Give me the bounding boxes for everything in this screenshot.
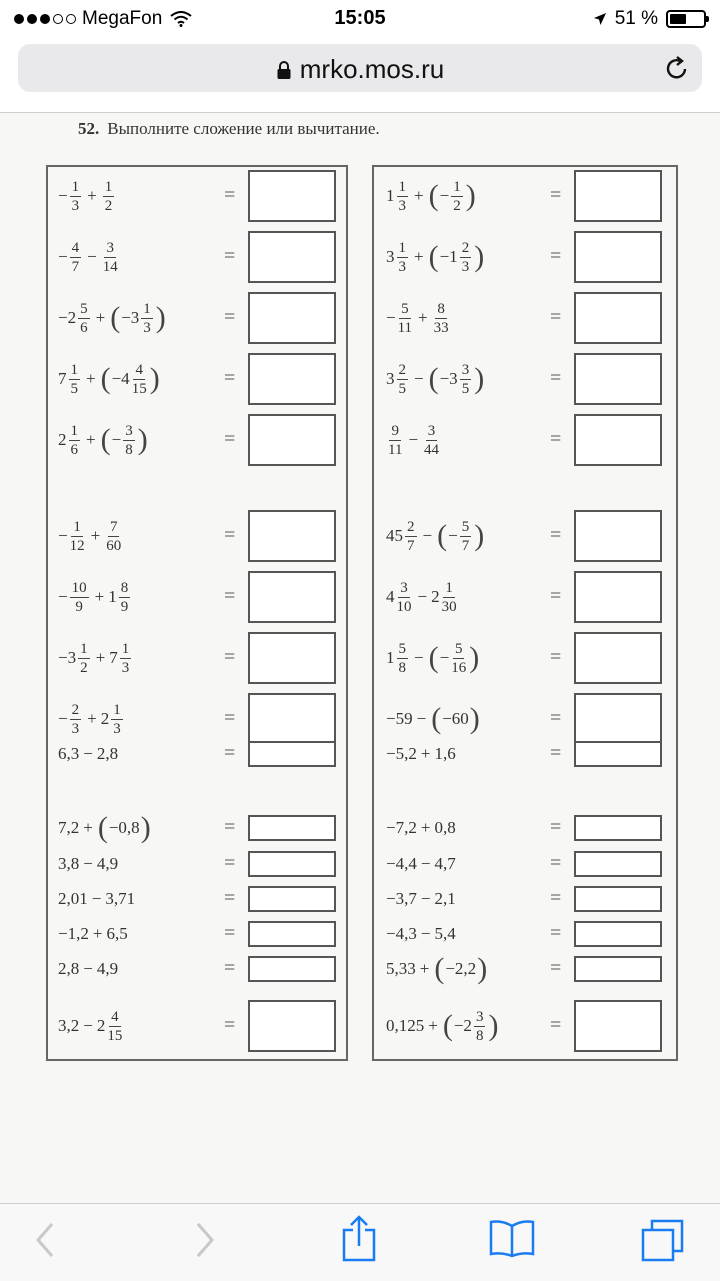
equals-sign: = (224, 585, 236, 607)
number: −3 (121, 308, 140, 327)
equals-sign: = (550, 245, 562, 267)
number: 6,3 (58, 744, 80, 763)
equals-sign: = (550, 922, 562, 944)
equals-sign: = (550, 646, 562, 668)
number: 0,8 (434, 818, 456, 837)
equals-sign: = (224, 367, 236, 389)
fraction: $\frac{4}{15}$ (107, 1008, 123, 1044)
status-bar (0, 0, 720, 36)
exercise-expression: − $\frac{10}{9}$ + 1 $\frac{8}{9}$ (58, 579, 129, 615)
right-exercise-row (0, 886, 720, 912)
number: −2 (453, 1016, 472, 1035)
exercise-expression (386, 693, 481, 745)
parenthesis: ) (155, 301, 166, 334)
equals-sign: = (224, 184, 236, 206)
fraction: $\frac{5}{11}$ (397, 300, 413, 336)
fraction: $\frac{1}{3}$ (113, 701, 121, 737)
url-display[interactable] (18, 54, 702, 85)
parenthesis: ( (437, 519, 448, 552)
task-heading (78, 119, 380, 139)
right-exercise-row (0, 414, 720, 466)
fraction: $\frac{8}{33}$ (433, 300, 449, 336)
fraction: $\frac{8}{9}$ (120, 579, 129, 615)
number: −0,8 (108, 818, 140, 837)
number: −1,2 (58, 924, 89, 943)
fraction: $\frac{3}{5}$ (461, 361, 470, 397)
operator: + (419, 959, 430, 978)
parenthesis: ) (140, 811, 151, 844)
operator: − (420, 854, 431, 873)
operator: + (87, 186, 97, 205)
answer-box (574, 353, 662, 405)
number: 3,71 (105, 889, 136, 908)
equals-sign: = (224, 306, 236, 328)
number: −4,3 (386, 924, 417, 943)
parenthesis: ) (465, 179, 476, 212)
parenthesis: ) (149, 362, 160, 395)
operator: − (83, 1016, 93, 1035)
fraction: $\frac{1}{5}$ (70, 361, 78, 397)
fraction: $\frac{1}{12}$ (69, 518, 85, 554)
equals-sign: = (550, 1014, 562, 1036)
equals-sign: = (224, 957, 236, 979)
back-icon[interactable] (34, 1220, 58, 1260)
number: 5,4 (434, 924, 456, 943)
parenthesis: ( (110, 301, 121, 334)
number: 2,01 (58, 889, 88, 908)
fraction: $\frac{2}{3}$ (71, 701, 80, 737)
number: 0,125 (386, 1016, 425, 1035)
location-arrow-icon (593, 12, 607, 26)
operator: − (83, 959, 93, 978)
exercise-expression (386, 571, 459, 623)
operator: − (91, 889, 102, 908)
number: 5,33 (386, 959, 416, 978)
operator: + (95, 648, 106, 667)
equals-sign: = (224, 707, 236, 729)
operator: + (414, 186, 424, 205)
tabs-icon[interactable] (640, 1218, 686, 1264)
answer-box (574, 693, 662, 745)
parenthesis: ) (469, 702, 480, 735)
operator: − (408, 430, 419, 449)
right-exercise-row (0, 1000, 720, 1052)
right-exercise-row (0, 811, 720, 844)
number: 7 (58, 369, 67, 388)
answer-box (574, 921, 662, 947)
exercise-expression (386, 921, 456, 947)
right-exercise-row (0, 170, 720, 222)
parenthesis: ( (97, 811, 108, 844)
number: 2,1 (434, 889, 456, 908)
equals-sign: = (224, 646, 236, 668)
number: −59 (386, 709, 413, 728)
operator: − (87, 247, 97, 266)
number: 1 (386, 648, 395, 667)
right-exercise-row (0, 921, 720, 947)
carrier-label: MegaFon (82, 8, 163, 29)
exercise-expression (386, 741, 456, 767)
parenthesis: ( (428, 362, 439, 395)
operator: − (420, 924, 431, 943)
fraction: $\frac{1}{3}$ (121, 640, 130, 676)
operator: + (92, 924, 103, 943)
fraction: $\frac{1}{3}$ (71, 178, 80, 214)
number: 4,9 (96, 854, 119, 873)
equals-sign: = (224, 852, 236, 874)
number: 7,2 (58, 818, 80, 837)
operator: + (414, 247, 424, 266)
exercise-expression: − $\frac{1}{12}$ + $\frac{7}{60}$ (58, 518, 122, 554)
exercise-expression: − $\frac{4}{7}$ − $\frac{3}{14}$ (58, 239, 118, 275)
answer-box (574, 571, 662, 623)
number: −3 (58, 648, 77, 667)
equals-sign: = (550, 524, 562, 546)
answer-box (574, 632, 662, 684)
fraction: $\frac{4}{15}$ (131, 361, 147, 397)
answer-box (574, 886, 662, 912)
operator: + (94, 587, 105, 606)
right-exercise-row (0, 292, 720, 344)
fraction: $\frac{7}{60}$ (106, 518, 122, 554)
equals-sign: = (550, 816, 562, 838)
parenthesis: ) (469, 641, 480, 674)
fraction: $\frac{3}{8}$ (475, 1008, 484, 1044)
number: 3 (386, 369, 395, 388)
exercise-expression (386, 353, 485, 405)
number: 2,8 (58, 959, 80, 978)
right-exercise-row (0, 741, 720, 767)
number: −2,2 (445, 959, 477, 978)
fraction: $\frac{1}{3}$ (398, 239, 406, 275)
equals-sign: = (550, 428, 562, 450)
equals-sign: = (550, 367, 562, 389)
number: −3,7 (386, 889, 417, 908)
parenthesis: ( (428, 179, 439, 212)
forward-icon[interactable] (192, 1220, 216, 1260)
operator: − (414, 369, 424, 388)
equals-sign: = (224, 816, 236, 838)
operator: − (83, 854, 93, 873)
right-exercise-row (0, 571, 720, 623)
number: 1 (386, 186, 395, 205)
reload-icon[interactable] (664, 54, 690, 82)
exercise-expression (386, 1000, 499, 1052)
number: −1 (439, 247, 458, 266)
number: −2 (58, 308, 77, 327)
answer-box (574, 231, 662, 283)
fraction: $\frac{1}{2}$ (453, 178, 461, 214)
parenthesis: ( (442, 1009, 453, 1042)
right-exercise-row (0, 693, 720, 745)
operator: + (420, 744, 431, 763)
operator: − (83, 744, 93, 763)
operator: − (416, 709, 427, 728)
clock: 15:05 (334, 7, 386, 29)
task-title: Выполните сложение или вычитание. (107, 119, 380, 138)
equals-sign: = (224, 524, 236, 546)
fraction: $\frac{1}{2}$ (80, 640, 88, 676)
battery-icon (666, 10, 706, 28)
number: 3,8 (58, 854, 80, 873)
number: 2 (96, 1016, 106, 1035)
parenthesis: ) (488, 1009, 499, 1042)
fraction: $\frac{5}{7}$ (461, 518, 470, 554)
equals-sign: = (224, 887, 236, 909)
number: 1,6 (434, 744, 456, 763)
parenthesis: ( (434, 952, 445, 985)
equals-sign: = (550, 957, 562, 979)
fraction: $\frac{1}{2}$ (104, 178, 113, 214)
fraction: $\frac{3}{14}$ (102, 239, 118, 275)
exercise-expression (386, 414, 441, 466)
operator: − (422, 526, 433, 545)
equals-sign: = (224, 245, 236, 267)
answer-box (574, 170, 662, 222)
parenthesis: ) (474, 362, 485, 395)
number: 2 (58, 430, 67, 449)
equals-sign: = (550, 306, 562, 328)
right-exercise-row (0, 510, 720, 562)
operator: − (414, 648, 424, 667)
bookmarks-icon[interactable] (488, 1218, 536, 1258)
right-exercise-row (0, 353, 720, 405)
answer-box (574, 510, 662, 562)
number: 2 (431, 587, 440, 606)
fraction: $\frac{3}{44}$ (424, 422, 440, 458)
share-icon[interactable] (340, 1214, 378, 1262)
number: 4,7 (434, 854, 456, 873)
exercise-expression: − $\frac{2}{3}$ + 2 $\frac{1}{3}$ (58, 701, 121, 737)
equals-sign: = (224, 428, 236, 450)
equals-sign: = (550, 742, 562, 764)
answer-box (574, 1000, 662, 1052)
equals-sign: = (224, 922, 236, 944)
equals-sign: = (550, 707, 562, 729)
fraction: $\frac{2}{5}$ (398, 361, 406, 397)
answer-box (574, 851, 662, 877)
fraction: $\frac{2}{3}$ (461, 239, 470, 275)
fraction: $\frac{3}{8}$ (125, 422, 133, 458)
number: −4,4 (386, 854, 417, 873)
fraction: $\frac{3}{10}$ (396, 579, 412, 615)
fraction: $\frac{4}{7}$ (71, 239, 80, 275)
exercise-expression: 1 $\frac{5}{8}$ − ( − $\frac{5}{16}$ ) (386, 640, 480, 676)
parenthesis: ( (100, 423, 111, 456)
operator: + (428, 1016, 438, 1035)
number: −5,2 (386, 744, 417, 763)
answer-box (574, 741, 662, 767)
fraction: $\frac{1}{30}$ (441, 579, 457, 615)
parenthesis: ) (477, 952, 488, 985)
number: 2 (100, 709, 110, 728)
number: 4 (386, 587, 395, 606)
exercise-expression: − $\frac{5}{11}$ + $\frac{8}{33}$ (386, 300, 449, 336)
number: −3 (439, 369, 458, 388)
operator: + (420, 818, 431, 837)
battery-percent: 51 % (614, 8, 658, 29)
parenthesis: ) (474, 240, 485, 273)
parenthesis: ) (474, 519, 485, 552)
exercise-expression: 1 $\frac{1}{3}$ + ( − $\frac{1}{2}$ ) (386, 178, 476, 214)
exercise-expression: − $\frac{1}{3}$ + $\frac{1}{2}$ (58, 178, 113, 214)
address-bar[interactable] (18, 44, 702, 92)
fraction: $\frac{10}{9}$ (71, 579, 87, 615)
fraction: $\frac{2}{7}$ (407, 518, 415, 554)
fraction: $\frac{5}{8}$ (398, 640, 406, 676)
fraction: $\frac{1}{3}$ (398, 178, 406, 214)
number: −4 (111, 369, 130, 388)
status-right (593, 8, 706, 30)
equals-sign: = (550, 585, 562, 607)
number: −60 (442, 709, 469, 728)
number: 6,5 (106, 924, 128, 943)
fraction: $\frac{1}{6}$ (70, 422, 78, 458)
answer-box (574, 292, 662, 344)
operator: − (417, 587, 428, 606)
lock-icon (276, 60, 292, 80)
right-exercise-row (0, 632, 720, 684)
operator: + (86, 430, 96, 449)
exercise-expression (386, 952, 488, 985)
exercise-expression (386, 886, 456, 912)
number: 3,2 (58, 1016, 80, 1035)
bottom-toolbar (0, 1203, 720, 1281)
exercise-expression: 45 $\frac{2}{7}$ − ( − $\frac{5}{7}$ ) (386, 518, 485, 554)
equals-sign: = (550, 887, 562, 909)
right-exercise-row (0, 231, 720, 283)
parenthesis: ) (137, 423, 148, 456)
answer-box (574, 414, 662, 466)
number: 4,9 (96, 959, 119, 978)
answer-box (574, 815, 662, 841)
exercise-expression (386, 815, 456, 841)
number: 45 (386, 526, 403, 545)
number: 7 (109, 648, 118, 667)
equals-sign: = (224, 1014, 236, 1036)
parenthesis: ( (431, 702, 442, 735)
fraction: $\frac{1}{3}$ (143, 300, 151, 336)
right-exercise-row (0, 851, 720, 877)
fraction: $\frac{5}{6}$ (80, 300, 88, 336)
operator: + (418, 308, 428, 327)
answer-box (574, 956, 662, 982)
parenthesis: ( (428, 240, 439, 273)
parenthesis: ( (428, 641, 439, 674)
equals-sign: = (224, 742, 236, 764)
number: 2,8 (96, 744, 119, 763)
exercise-expression (386, 231, 485, 283)
task-number: 52. (78, 119, 100, 138)
exercise-expression (386, 851, 456, 877)
number: −7,2 (386, 818, 417, 837)
url-text: mrko.mos.ru (299, 54, 445, 84)
equals-sign: = (550, 852, 562, 874)
number: 3 (386, 247, 395, 266)
operator: + (95, 308, 106, 327)
exercise-expression: 2 $\frac{1}{6}$ + ( − $\frac{3}{8}$ ) (58, 422, 148, 458)
equals-sign: = (550, 184, 562, 206)
parenthesis: ( (100, 362, 111, 395)
fraction: $\frac{9}{11}$ (388, 422, 403, 458)
operator: + (83, 818, 93, 837)
right-exercise-row (0, 952, 720, 985)
number: 1 (108, 587, 117, 606)
operator: + (86, 369, 96, 388)
textbook-page (0, 113, 720, 1203)
fraction: $\frac{5}{16}$ (451, 640, 467, 676)
operator: − (420, 889, 431, 908)
operator: + (90, 526, 101, 545)
operator: + (87, 709, 97, 728)
